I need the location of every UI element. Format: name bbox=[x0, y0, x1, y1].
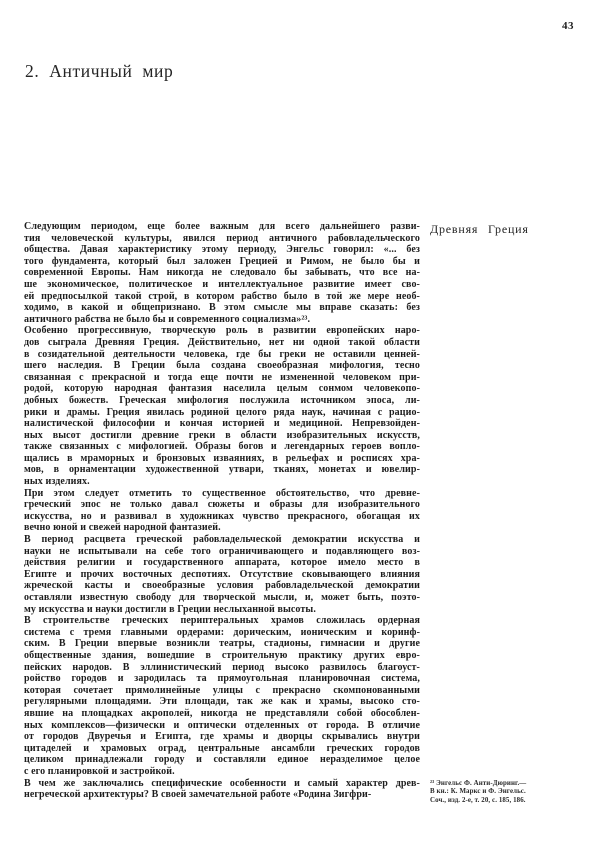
text-line: добных божеств. Греческая мифология послужила источником эпоса, ли- bbox=[24, 394, 420, 406]
text-line: общества. Давая характеристику этому периоду, Энгельс говорил: «... без bbox=[24, 244, 420, 256]
text-line: науки не испытывали на себе того ограничивающего и подавляющего воз- bbox=[24, 545, 420, 557]
text-line: общественные здания, вошедшие в строительную практику других евро- bbox=[24, 649, 420, 661]
body-text bbox=[24, 221, 420, 801]
text-line: современной Европы. Нам никогда не следовало бы забывать, что все на- bbox=[24, 267, 420, 279]
text-line: ходимо, в какой и общепризнано. В этом смысле мы вправе сказать: без bbox=[24, 302, 420, 314]
text-line: также связанных с мифологией. Образы богов и легендарных героев вопло- bbox=[24, 441, 420, 453]
text-line: тия человеческой культуры, явился период античного рабовладельческого bbox=[24, 232, 420, 244]
text-line: Следующим периодом, еще более важным для всего дальнейшего разви- bbox=[24, 221, 420, 232]
paragraph bbox=[24, 615, 420, 777]
text-line: рики и драмы. Греция явилась родиной целого ряда наук, начиная с рацио- bbox=[24, 406, 420, 418]
text-line: дов сыграла Древняя Греция. Действительно, нет ни одной такой области bbox=[24, 336, 420, 348]
text-line: греческий эпос не только давал сюжеты и образы для изобразительного bbox=[24, 499, 420, 511]
text-line: ройство городов и зародилась та прямоугольная планировочная система, bbox=[24, 673, 420, 685]
text-line: искусства, но и развивал в художниках чувство прекрасного, обогащая их bbox=[24, 510, 420, 522]
text-line: явшие на площадках акрополей, никогда не представляли собой обособлен- bbox=[24, 707, 420, 719]
text-line: пейских народов. В эллинистический период высоко развилось благоуст- bbox=[24, 661, 420, 673]
paragraph bbox=[24, 325, 420, 487]
text-line: от городов Двуречья и Египта, где храмы и дворцы скрывались внутри bbox=[24, 731, 420, 743]
text-line: ных изделиях. bbox=[24, 476, 90, 488]
text-line: система с тремя главными ордерами: дорическим, ионическим и коринф- bbox=[24, 626, 420, 638]
text-line: ей предпосылкой такой строй, в котором рабство было в той же мере необ- bbox=[24, 290, 420, 302]
text-line: оставляли известную свободу для творческой мысли, и, может быть, поэто- bbox=[24, 592, 420, 603]
text-line: античного рабства не было бы и современного социализма»²³. bbox=[24, 313, 311, 325]
margin-note: Древняя Греция bbox=[430, 222, 529, 236]
text-line: му искусства и науки достигли в Греции неслыханной высоты. bbox=[24, 603, 316, 615]
paragraph bbox=[24, 778, 420, 801]
paragraph bbox=[24, 488, 420, 534]
text-line: В период расцвета греческой рабовладельческой демократии искусства и bbox=[24, 534, 420, 546]
footnote-line: В кн.: К. Маркс и Ф. Энгельс. bbox=[430, 788, 526, 796]
text-line: с его планировкой и застройкой. bbox=[24, 765, 175, 777]
text-line: ским. В Греции впервые возникли театры, стадионы, гимнасии и другие bbox=[24, 638, 420, 650]
text-line: действия религии и государственного аппарата, которое имело место в bbox=[24, 557, 420, 569]
text-line: В чем же заключались специфические особенности и самый характер древ- bbox=[24, 777, 420, 789]
text-line: того фундамента, который был заложен Грецией и Римом, не было бы и bbox=[24, 255, 420, 267]
text-line: целиком принадлежали городу и составляли единое неразделимое целое bbox=[24, 754, 420, 766]
text-line: вечно юной и свежей народной фантазией. bbox=[24, 522, 221, 534]
text-line: мов, в орнаментации художественной утвари, тканях, монетах и ювелир- bbox=[24, 464, 420, 476]
text-line: которая сочетает прямолинейные улицы с прекрасно скомпонованными bbox=[24, 684, 420, 696]
text-line: шего наследия. В Греции была создана своеобразная мифология, тесно bbox=[24, 360, 420, 372]
text-line: В строительстве греческих периптеральных храмов сложилась ордерная bbox=[24, 615, 420, 627]
text-line: родой, которую народная фантазия населила целым сонмом человекопо- bbox=[24, 383, 420, 395]
paragraph bbox=[24, 221, 420, 325]
footnote bbox=[430, 780, 580, 805]
chapter-heading: 2. Античный мир bbox=[25, 61, 174, 81]
text-line: При этом следует отметить то существенное обстоятельство, что древне- bbox=[24, 487, 420, 499]
page-number: 43 bbox=[562, 20, 574, 32]
footnote-line: ²³ Энгельс Ф. Анти-Дюринг.— bbox=[430, 780, 527, 787]
text-line: в созидательной деятельности человека, где бы греки не оставили ценней- bbox=[24, 348, 420, 360]
text-line: цитаделей и храмовых оград, центральные ансамбли греческих городов bbox=[24, 742, 420, 754]
text-line: жреческой касты и своеобразные условия рабовладельческой демократии bbox=[24, 580, 420, 592]
footnote-line: Соч., изд. 2-е, т. 20, с. 185, 186. bbox=[430, 796, 526, 804]
paragraph bbox=[24, 534, 420, 615]
text-line: Египте и прочих восточных деспотиях. Отсутствие сковывающего влияния bbox=[24, 568, 420, 580]
text-line: ных комплексов—физически и оптически отделенных от города. В отличие bbox=[24, 719, 420, 731]
text-line: связанная с прекрасной и тогда еще почти не измененной человеком при- bbox=[24, 371, 420, 383]
text-line: негреческой архитектуры? В своей замечательной работе «Родина Зигфри- bbox=[24, 789, 372, 801]
text-line: ных высот достигли древние греки в области изобразительных искусств, bbox=[24, 429, 420, 441]
text-line: ше экономическое, политическое и интеллектуальное развитие имеет сво- bbox=[24, 278, 420, 290]
text-line: регулярными площадями. Эти площади, так же как и храмы, высоко сто- bbox=[24, 696, 420, 708]
text-line: Особенно прогрессивную, творческую роль в развитии европейских наро- bbox=[24, 325, 420, 337]
text-line: щались в мраморных и бронзовых изваяниях, в рельефах и росписях хра- bbox=[24, 452, 420, 464]
text-line: налистической философии и кончая историей и медициной. Непревзойден- bbox=[24, 418, 420, 430]
